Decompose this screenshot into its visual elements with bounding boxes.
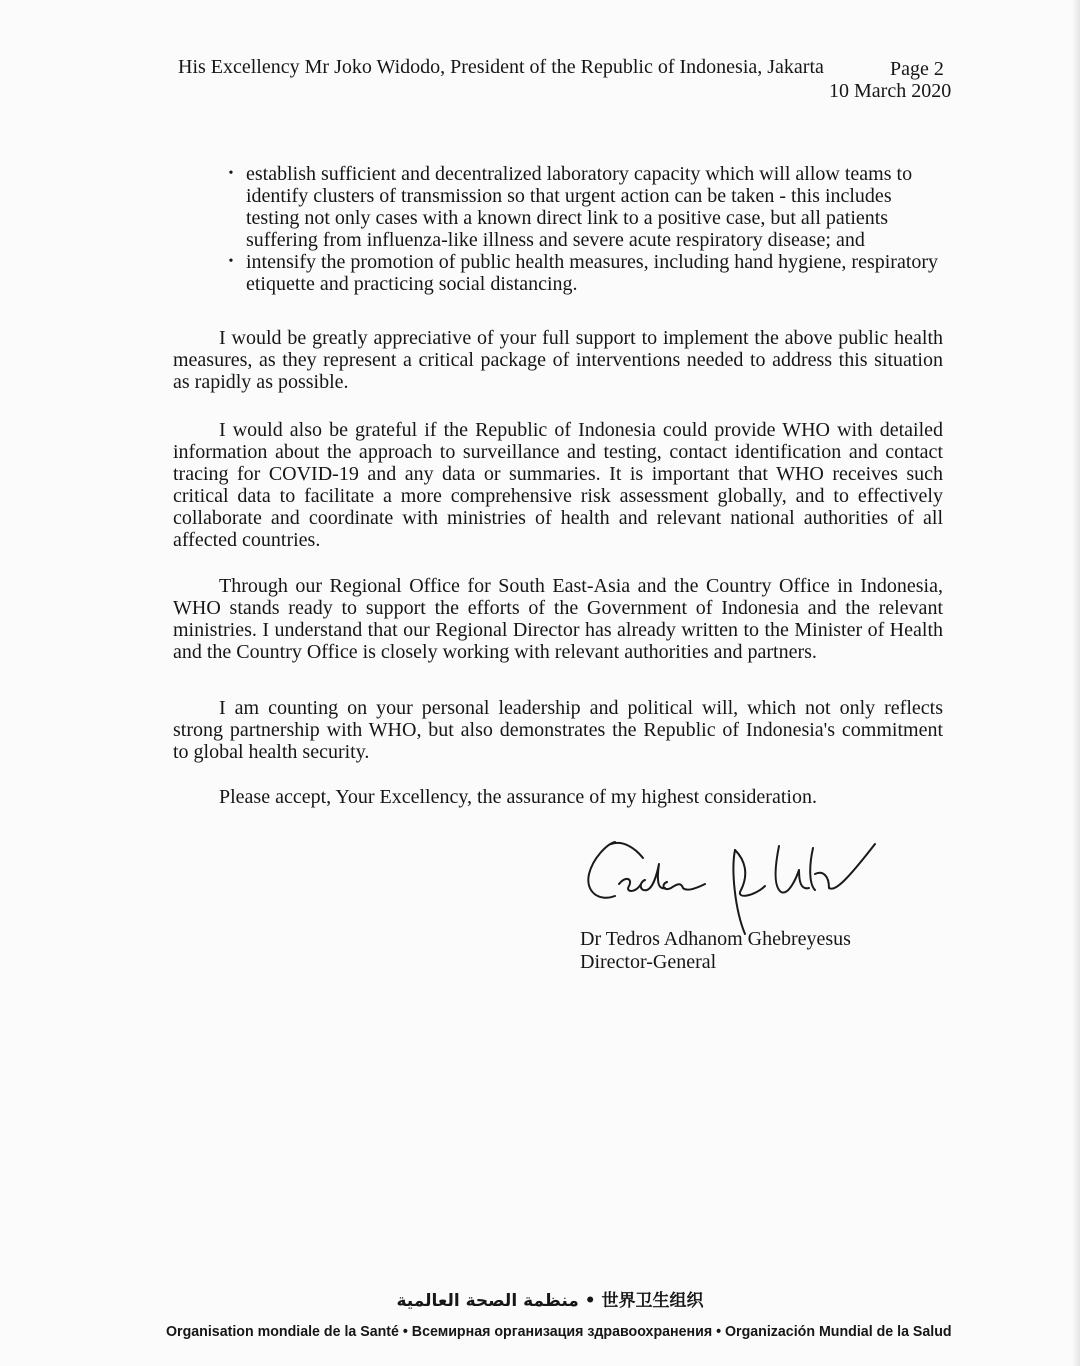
page-number: Page 2 bbox=[890, 58, 944, 80]
paragraph-data-request: I would also be grateful if the Republic of Indonesia could provide WHO with detailed information about the approach to surveillance and testing, contact identification and contact tracing for COVID-19 and any data or summaries. It is important that WHO receives such critical data to facilitate a more comprehensive risk assessment globally, and to effectively collaborate and coordinate with ministries of health and relevant national authorities of all affected countries. bbox=[173, 419, 943, 551]
bullet-text: establish sufficient and decentralized laboratory capacity which will allow teams to identify clusters of transmission so that urgent action can be taken - this includes testing not only cases with a known direct link to a positive case, but all patients suffering from influenza-like illness and severe acute respiratory disease; and bbox=[246, 163, 913, 251]
letter-date: 10 March 2020 bbox=[829, 80, 952, 102]
bullet-item bbox=[228, 251, 948, 295]
bullet-text: intensify the promotion of public health measures, including hand hygiene, respiratory etiquette and practicing social distancing. bbox=[246, 251, 939, 295]
paragraph-regional-office: Through our Regional Office for South East-Asia and the Country Office in Indonesia, WHO stands ready to support the efforts of the Government of Indonesia and the relevant ministries. I understand that our Regional Director has already written to the Minister of Health and the Country Office is closely working with relevant authorities and partners. bbox=[173, 575, 943, 663]
paragraph-support: I would be greatly appreciative of your full support to implement the above public health measures, as they represent a critical package of interventions needed to address this situation as rapidly as possible. bbox=[173, 327, 943, 393]
handwritten-signature-icon bbox=[585, 830, 885, 940]
paragraph-closing: Please accept, Your Excellency, the assurance of my highest consideration. bbox=[219, 786, 817, 808]
signer-name: Dr Tedros Adhanom Ghebreyesus bbox=[580, 928, 851, 950]
footer-scripts-line: منظمة الصحة العالمية • 世界卫生组织 bbox=[396, 1291, 704, 1311]
recipient-line: His Excellency Mr Joko Widodo, President of the Republic of Indonesia, Jakarta bbox=[178, 56, 824, 78]
bullet-icon: • bbox=[228, 166, 234, 181]
bullet-icon: • bbox=[228, 254, 234, 269]
scan-edge-shadow bbox=[1072, 0, 1080, 1366]
bullet-list bbox=[228, 163, 948, 295]
bullet-item bbox=[228, 163, 948, 251]
signer-title: Director-General bbox=[580, 951, 717, 973]
paragraph-leadership: I am counting on your personal leadership and political will, which not only reflects strong partnership with WHO, but also demonstrates the Republic of Indonesia's commitment to global health security. bbox=[173, 697, 943, 763]
footer-languages-line: Organisation mondiale de la Santé • Всемирная организация здравоохранения • Organización Mundial de la Salud bbox=[166, 1324, 952, 1340]
